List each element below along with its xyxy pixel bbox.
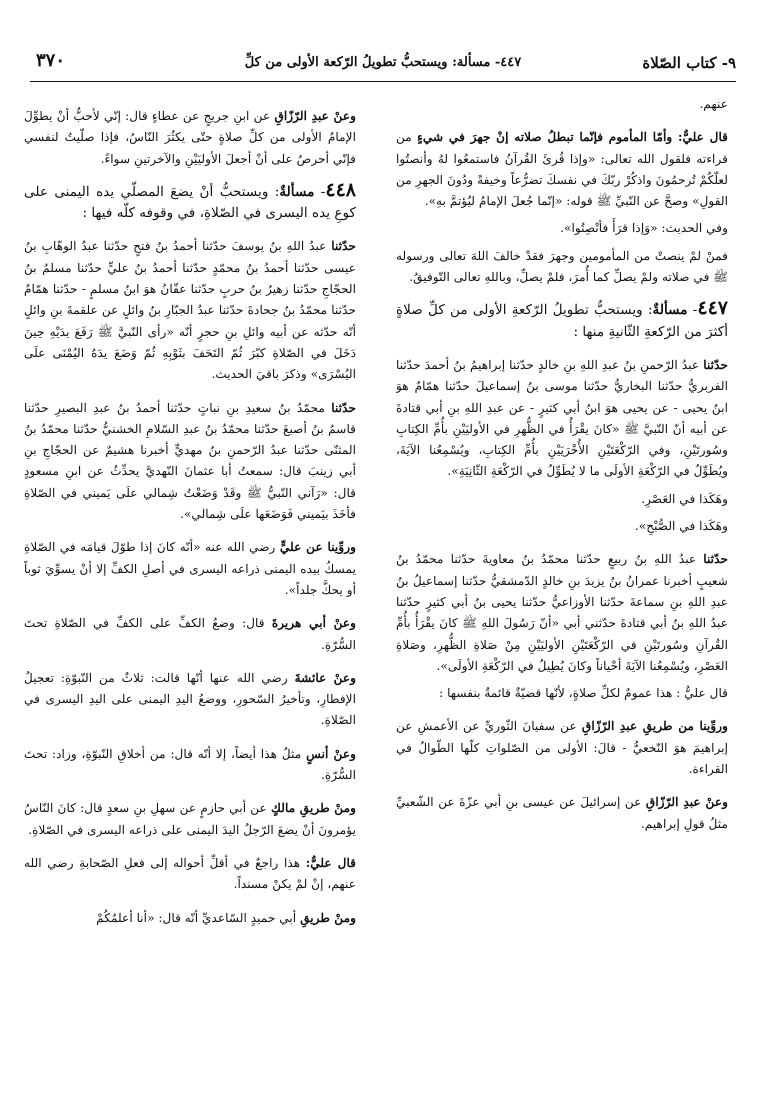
paragraph-text: وهَكَذا في الصُّبْحِ». <box>634 519 728 534</box>
paragraph-lead: وعنْ عبدِ الرّزّاقِ <box>274 109 356 123</box>
header-rule <box>30 81 736 82</box>
hadith-text: عبدُ الرّحمنِ بنُ عبدِ اللهِ بنِ خالدٍ حدّثنا إبراهيمُ بنُ أحمدَ حدّثنا الفربريُّ حدّثنا البخاريُّ حدّثنا موسى بنُ إسماعيلَ حدّثنا همّامٌ هوَ ابنُ يحيى - عن يحيى هوَ ابنُ أبي كثيرٍ - عن عبدِ اللهِ بنِ أبي قتادةَ عن أبيه أنّ النّبيَّ ﷺ «كانَ يقْرَأُ في الظُّهرِ في الأوليَيْنِ بأُمِّ الكِتابِ وسُورتَيْنِ، وفي الرّكْعَتَيْنِ الأُخْرَيَيْنِ بأُمِّ الكِتابِ، ويُسْمِعُنا الآيَةَ، ويُطَوِّلُ في الرّكْعَةِ الأولَى ما لا يُطَوِّلُ في الرّكْعَةِ الثّانِيَةِ». <box>396 357 728 479</box>
paragraph-text: عن سفيانَ الثّوريِّ عن الأعمشِ عن إبراهيمَ هوَ النّخعيُّ - قالَ: الأولى من الصّلواتِ كلّها الطّوالُ في القراءة. <box>396 719 728 777</box>
paragraph-text: من قراءته فلقول الله تعالى: «وإذا قُرئَ القُرآنُ فاستمعُوا لهُ وأنصتُوا لعلّكُمْ تُرحمُونَ واذكُرْ ربّكَ في نفسكَ تضرُّعاً وخيفةً ودُونَ الجهرِ من القولِ» وصحَّ عن النّبيِّ ﷺ قوله: «إنّما جُعلَ الإمامُ ليُؤتمَّ بهِ». <box>396 130 728 209</box>
text-line <box>396 489 728 510</box>
paragraph-text: عنهم. <box>699 97 728 111</box>
paragraph-text: وفي الحديث: «وَإذا قرَأَ فأنْصِتُوا». <box>560 221 728 236</box>
hadith-text: عبدُ اللهِ بنُ يوسفَ حدّثنا أحمدُ بنُ فتحٍ حدّثنا عبدُ الوهّابِ بنُ عيسى حدّثنا أحمدُ بنُ محمّدٍ حدّثنا أحمدُ بنُ عليٍّ حدّثنا مسلمُ بنُ الحجّاجِ حدّثنا زهيرُ بنُ حربٍ حدّثنا عفّانُ هوَ ابنُ مسلمٍ - حدّثنا همّامٌ حدّثنا محمّدُ بنُ جحادةَ حدّثنا عبدُ الجبّارِ بنُ وائلٍ عن علقمةَ بنِ وائلٍ أنّه حدّثه عن أبيه وائلِ بنِ حجرٍ أنّه «رأى النّبيَّ ﷺ رَفَعَ يدَيْهِ حِينَ دَخَلَ في الصّلاةِ كبّرَ ثُمّ التَحَفَ بثَوْبِهِ ثُمّ وَضَعَ يدَهُ اليُمْنَى علَى اليُسْرَى» وذكرَ باقيَ الحديث. <box>24 239 356 382</box>
text-line <box>396 94 728 115</box>
text-paragraph <box>396 716 728 780</box>
hadith-lead: حدّثنا <box>703 357 728 372</box>
paragraph-lead: قال عليٌّ: <box>672 130 728 145</box>
hadith-paragraph <box>24 236 356 385</box>
paragraph-text: عن ابنِ جريجٍ عن عطاءٍ قال: إنّي لأحبُّ أنْ يطوِّلَ الإمامُ الأولى من كلِّ صلاةٍ حتّى يكثُرَ النّاسُ، فإذا صلّيتُ لنفسي فإنّي أحرصُ على أنْ أجعلَ الأوليَيْنِ والآخرتينِ سواءً. <box>24 109 356 166</box>
hadith-lead: حدّثنا <box>331 239 356 254</box>
paragraph-lead: وروِّينا من طريقِ عبدِ الرّزّاقِ <box>581 719 728 734</box>
paragraph-text: قال: وضعُ الكفِّ على الكفِّ في الصّلاةِ تحتَ السُّرّةِ. <box>24 616 356 652</box>
page-number: ٣٧٠ <box>36 50 66 71</box>
paragraph-lead: وروِّينا عن عليٍّ <box>279 540 356 555</box>
text-paragraph <box>24 908 356 929</box>
heading-text: : ويستحبُّ تطويلُ الرّكعةِ الأولى من كلِّ صلاةٍ أكثرَ من الرّكعةِ الثّانيةِ منها : <box>396 302 728 340</box>
paragraph-lead: ومنْ طريقِ مالكٍ <box>271 801 356 816</box>
paragraph-lead: وعنْ أنسٍ <box>306 746 356 761</box>
paragraph-emphasis: وأمّا المأموم فإنّما تبطلُ صلاته إنْ جهرَ في شيءٍ <box>417 130 673 145</box>
paragraph-text: وهَكَذا في العَصْرِ. <box>641 491 728 506</box>
section-title: ٤٤٧- مسألة: ويستحبُّ تطويلُ الرّكعة الأولى من كلِّ <box>244 55 522 70</box>
hadith-paragraph <box>396 549 728 677</box>
text-paragraph <box>24 798 356 841</box>
text-paragraph <box>24 744 356 787</box>
paragraph-text: أبي حميدٍ السّاعديِّ أنّه قال: «أنا أعلمُكُمْ <box>96 910 301 925</box>
paragraph-lead: وعنْ أبي هريرةَ <box>271 616 356 631</box>
paragraph-text: عن أبي حازمٍ عن سهلِ بنِ سعدٍ قال: كانَ النّاسُ يؤمرونَ أنْ يضعَ الرّجلُ اليدَ اليمنى على ذراعه اليسرى في الصّلاةِ. <box>24 801 356 837</box>
paragraph-lead: ومنْ طريقِ <box>300 910 356 925</box>
text-paragraph <box>24 106 356 170</box>
hadith-lead: حدّثنا <box>703 552 728 567</box>
hadith-text: محمّدُ بنُ سعيدِ بنِ نباتٍ حدّثنا أحمدُ بنُ عبدِ البصيرِ حدّثنا قاسمُ بنُ أصبغَ حدّثنا محمّدُ بنُ عبدِ السّلامِ الخشنيُّ حدّثنا محمّدُ بنُ المثنّى حدّثنا عبدُ الرّحمنِ بنُ مهديٍّ أخبرنا هشيمٌ عن الحجّاجِ بنِ أبي زينبَ قال: سمعتُ أبا عثمانَ النّهديَّ يحدِّثُ عن ابنِ مسعودٍ قال: «رَآني النّبيُّ ﷺ وقَدْ وَضَعْتُ شِمالي علَى يَميني في الصّلاةِ فأخَذَ بيَميني فَوَضَعَها علَى شِمالي». <box>24 400 356 522</box>
text-line <box>396 218 728 239</box>
paragraph-text: هذا راجعٌ في أقلِّ أحواله إلى فعلِ الصّحابةِ رضي الله عنهم، إنْ لمْ يكنْ مسنداً. <box>24 855 356 892</box>
right-column <box>396 94 728 1104</box>
hadith-lead: حدّثنا <box>331 400 356 415</box>
left-column <box>24 94 356 1104</box>
issue-heading <box>24 180 356 225</box>
text-line <box>396 683 728 704</box>
text-paragraph <box>24 613 356 656</box>
issue-word: مسألةٌ <box>279 183 315 200</box>
issue-word: مسألةٌ <box>652 302 688 319</box>
paragraph-lead: وعنْ عائشةَ <box>294 670 356 685</box>
issue-dash: - <box>314 183 326 200</box>
running-header <box>30 46 736 82</box>
text-paragraph <box>24 668 356 732</box>
chapter-title: ٩- كتاب الصّلاة <box>642 54 736 72</box>
issue-heading <box>396 298 728 343</box>
text-paragraph <box>24 537 356 601</box>
issue-number: ٤٤٧ <box>697 297 728 320</box>
paragraph-text: عن إسرائيلَ عن عيسى بنِ أبي عزّةَ عن الشّعبيِّ مثلُ قولِ إبراهيم. <box>396 795 728 831</box>
text-paragraph <box>396 792 728 835</box>
paragraph-text: فمنْ لمْ ينصتْ من المأمومين وجهرَ فقدْ خالفَ اللهَ تعالى ورسوله ﷺ في صلاته ولمْ يصلِّ كما أُمرَ، فلمْ يصلِّ، وباللهِ تعالى التّوفيقُ. <box>396 248 728 285</box>
text-line <box>396 516 728 537</box>
issue-number: ٤٤٨ <box>325 178 356 201</box>
paragraph-text: مثلُ هذا أيضاً، إلا أنّه قال: من أخلاقِ النّبوّةِ، وزاد: تحتَ السُّرّةِ. <box>24 746 356 783</box>
issue-dash: - <box>687 302 698 319</box>
paragraph-lead: وعنْ عبدِ الرّزّاقِ <box>645 795 728 810</box>
paragraph-lead: قال عليٌّ: <box>305 855 356 870</box>
text-paragraph <box>24 853 356 896</box>
hadith-text: عبدُ اللهِ بنُ ربيعٍ حدّثنا محمّدُ بنُ معاويةَ حدّثنا محمّدُ بنُ شعيبٍ أخبرنا عمرانُ بنُ يزيدَ بنِ خالدٍ الدّمشقيُّ حدّثنا إسماعيلُ بنُ عبدِ اللهِ بنِ سماعةَ حدّثنا الأوزاعيُّ حدّثنا يحيى بنُ أبي كثيرٍ حدّثنا عبدُ اللهِ بنُ أبي قتادةَ حدّثني أبي «أنّ رَسُولَ اللهِ ﷺ كانَ يقْرَأُ بأُمِّ القُرآنِ وسُورتَيْنِ في الرّكْعَتَيْنِ الأوليَيْنِ مِنْ صَلاةِ الظُّهرِ، وصَلاةِ العَصْرِ، ويُسْمِعُنا الآيَةَ أحْياناً وكانَ يُطِيلُ في الرّكْعَةِ الأولَى». <box>396 552 728 673</box>
hadith-paragraph <box>24 398 356 526</box>
text-line <box>396 246 728 289</box>
paragraph-text: رضي الله عنه «أنّه كانَ إذا طوّلَ قيامَه في الصّلاةِ يمسكُ بيده اليمنى ذراعه اليسرى في أصلِ الكفِّ إلا أنْ يسوِّيَ ثوباً أو يحكَّ جلداً». <box>24 540 356 597</box>
text-paragraph <box>396 127 728 212</box>
paragraph-text: رضي الله عنها أنّها قالت: ثلاثٌ من النّبوّةِ: تعجيلُ الإفطارِ، وتأخيرُ السّحورِ، ووضعُ اليدِ اليمنى على اليدِ اليسرى في الصّلاةِ. <box>24 670 356 728</box>
hadith-paragraph <box>396 355 728 483</box>
heading-text: : ويستحبُّ أنْ يضعَ المصلّي يده اليمنى على كوعِ يده اليسرى في الصّلاةِ، في وقوفه كلّه فيها : <box>24 183 356 222</box>
paragraph-text: قال عليٌّ : هذا عمومٌ لكلِّ صلاةٍ، لأنّها قضيّةٌ قائمةٌ بنفسها : <box>439 686 728 701</box>
